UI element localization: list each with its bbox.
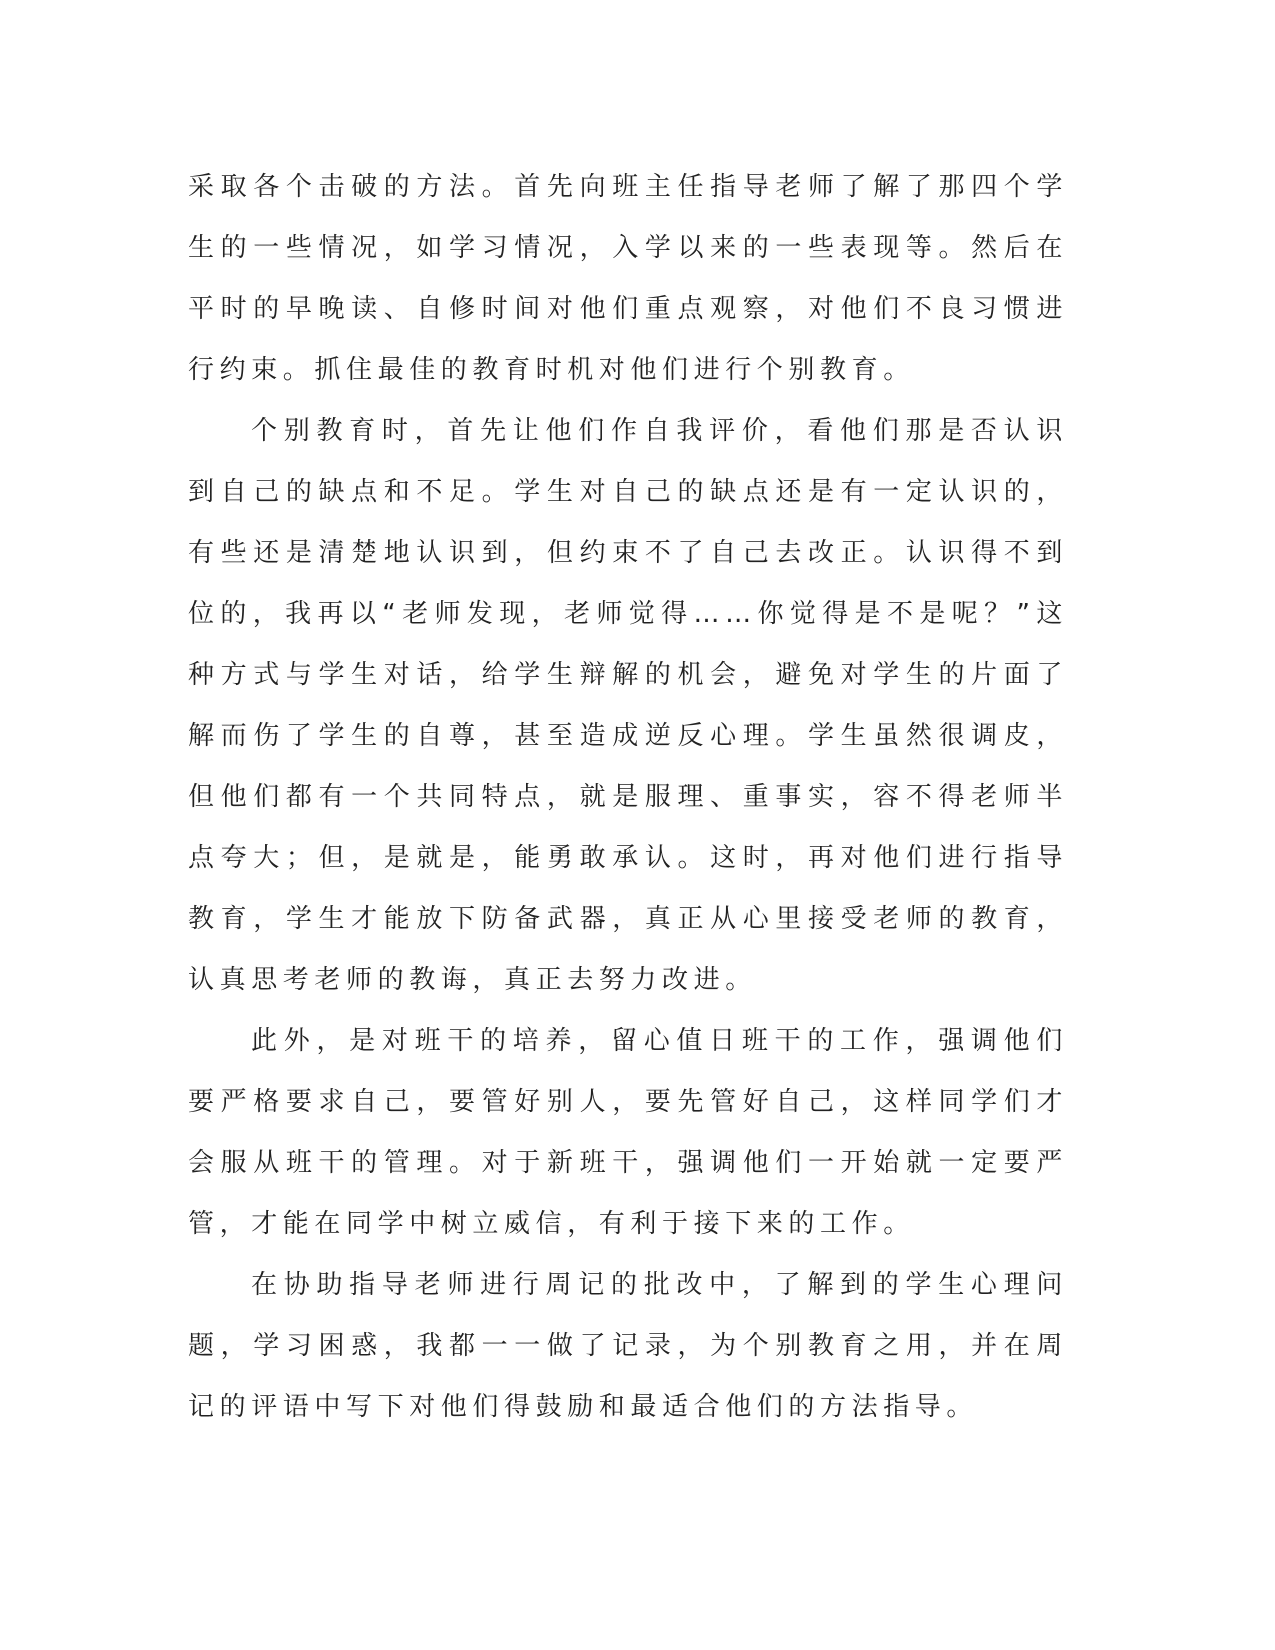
paragraph-4: 在协助指导老师进行周记的批改中，了解到的学生心理问题，学习困惑，我都一一做了记录，为个别教育之用，并在周记的评语中写下对他们得鼓励和最适合他们的方法指导。: [188, 1270, 1068, 1422]
paragraph-3: 此外，是对班干的培养，留心值日班干的工作，强调他们要严格要求自己，要管好别人，要先管好自己，这样同学们才会服从班干的管理。对于新班干，强调他们一开始就一定要严管，才能在同学中树立威信，有利于接下来的工作。: [188, 1026, 1068, 1239]
body-text: [188, 157, 1068, 1438]
paragraph-2: 个别教育时，首先让他们作自我评价，看他们那是否认识到自己的缺点和不足。学生对自己的缺点还是有一定认识的，有些还是清楚地认识到，但约束不了自己去改正。认识得不到位的，我再以“老师发现，老师觉得……你觉得是不是呢？”这种方式与学生对话，给学生辩解的机会，避免对学生的片面了解而伤了学生的自尊，甚至造成逆反心理。学生虽然很调皮，但他们都有一个共同特点，就是服理、重事实，容不得老师半点夸大；但，是就是，能勇敢承认。这时，再对他们进行指导教育，学生才能放下防备武器，真正从心里接受老师的教育，认真思考老师的教诲，真正去努力改进。: [188, 416, 1068, 995]
paragraph-1: 采取各个击破的方法。首先向班主任指导老师了解了那四个学生的一些情况，如学习情况，入学以来的一些表现等。然后在平时的早晚读、自修时间对他们重点观察，对他们不良习惯进行约束。抓住最佳的教育时机对他们进行个别教育。: [188, 172, 1068, 385]
